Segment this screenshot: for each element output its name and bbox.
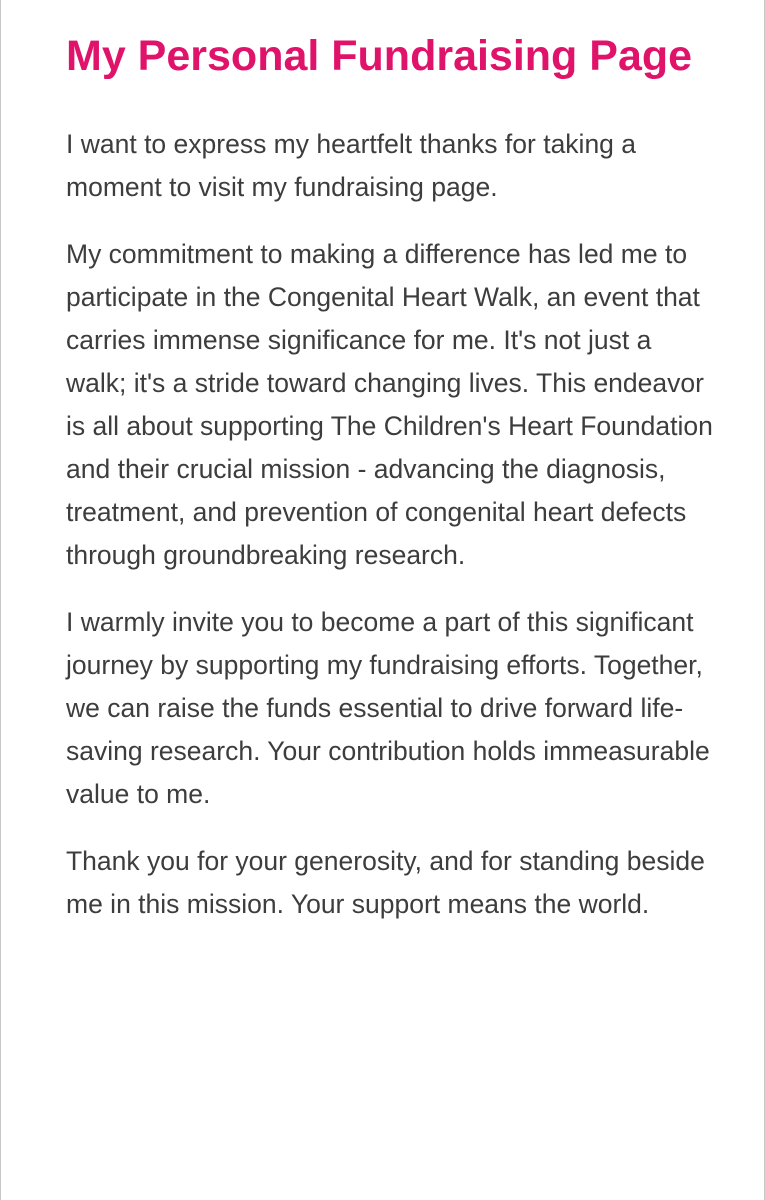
page-title: My Personal Fundraising Page <box>66 32 693 80</box>
intro-paragraph: I want to express my heartfelt thanks for taking a moment to visit my fundraising page. <box>66 129 637 202</box>
page-content <box>66 30 716 926</box>
thank-you-paragraph: Thank you for your generosity, and for standing beside me in this mission. Your support means the world. <box>66 846 705 919</box>
invitation-paragraph: I warmly invite you to become a part of this significant journey by supporting my fundraising efforts. Together, we can raise the funds essential to drive forward life-saving research. Your contribution holds immeasurable value to me. <box>66 607 710 809</box>
commitment-paragraph: My commitment to making a difference has led me to participate in the Congenital Heart Walk, an event that carries immense significance for me. It's not just a walk; it's a stride toward changing lives. This endeavor is all about supporting The Children's Heart Foundation and their crucial mission - advancing the diagnosis, treatment, and prevention of congenital heart defects through groundbreaking research. <box>66 239 713 570</box>
